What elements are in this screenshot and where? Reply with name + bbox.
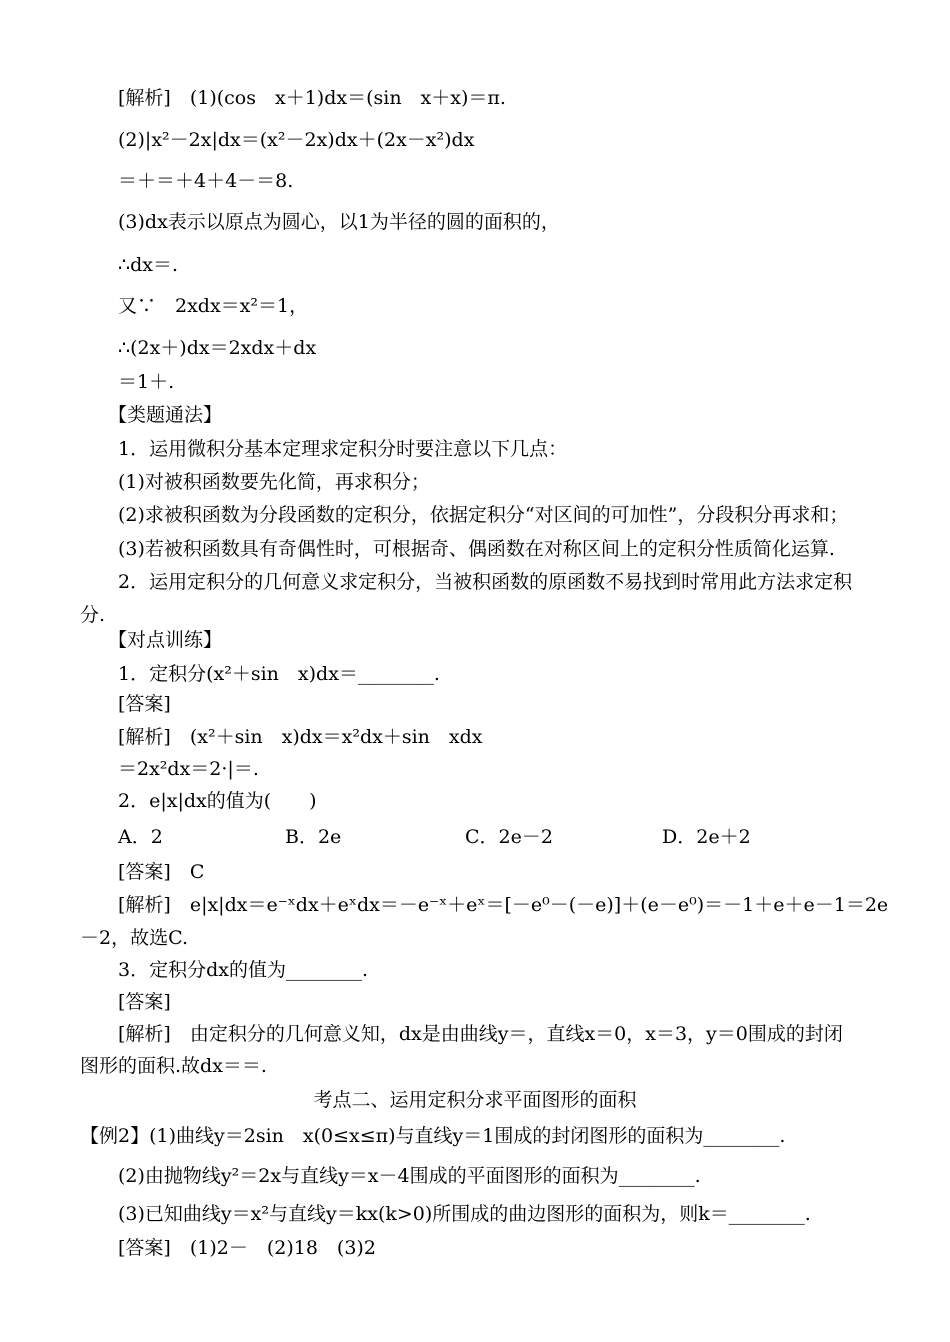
line-7: ∴(2x＋)dx＝2xdx＋dx xyxy=(118,337,317,359)
line-21: 2．e|x|dx的值为( ) xyxy=(118,790,317,812)
answer-label-1: [答案] xyxy=(118,693,171,715)
line-8: ＝1＋. xyxy=(118,371,175,393)
section-title-kao-dian-er: 考点二、运用定积分求平面图形的面积 xyxy=(313,1089,637,1111)
line-10: 1．运用微积分基本定理求定积分时要注意以下几点： xyxy=(118,438,568,460)
line-24: －2，故选C. xyxy=(80,927,188,949)
line-4: (3)dx表示以原点为圆心，以1为半径的圆的面积的， xyxy=(118,211,560,233)
line-2: (2)|x²－2x|dx＝(x²－2x)dx＋(2x－x²)dx xyxy=(118,129,475,151)
example-2-part-1: 【例2】(1)曲线y＝2sin x(0≤x≤π)与直线y＝1围成的封闭图形的面积为________. xyxy=(80,1125,786,1147)
line-19: [解析] (x²＋sin x)dx＝x²dx＋sin xdx xyxy=(118,726,483,748)
line-17: 1．定积分(x²＋sin x)dx＝________. xyxy=(118,663,440,685)
line-5: ∴dx＝. xyxy=(118,254,179,276)
line-12: (2)求被积函数为分段函数的定积分，依据定积分“对区间的可加性”，分段积分再求和； xyxy=(118,504,849,526)
line-15: 分. xyxy=(80,604,106,626)
line-1: [解析] (1)(cos x＋1)dx＝(sin x＋x)＝π. xyxy=(118,87,506,109)
line-25: 3．定积分dx的值为________. xyxy=(118,959,369,981)
option-d: D．2e＋2 xyxy=(662,826,751,848)
option-b: B．2e xyxy=(285,826,342,848)
example-2-part-3: (3)已知曲线y＝x²与直线y＝kx(k>0)所围成的曲边图形的面积为，则k＝________. xyxy=(118,1203,811,1225)
option-a: A．2 xyxy=(118,826,163,848)
line-27: [解析] 由定积分的几何意义知，dx是由曲线y＝，直线x＝0，x＝3，y＝0围成的封闭 xyxy=(118,1023,843,1045)
line-28: 图形的面积.故dx＝＝. xyxy=(80,1055,267,1077)
answer-label-3: [答案] xyxy=(118,991,171,1013)
example-2-answer: [答案] (1)2－ (2)18 (3)2 xyxy=(118,1237,376,1259)
line-11: (1)对被积函数要先化简，再求积分； xyxy=(118,471,430,493)
option-c: C．2e－2 xyxy=(465,826,553,848)
line-14: 2．运用定积分的几何意义求定积分，当被积函数的原函数不易找到时常用此方法求定积 xyxy=(118,571,853,593)
line-20: ＝2x²dx＝2·|＝. xyxy=(118,758,259,780)
answer-label-2: [答案] C xyxy=(118,861,205,883)
section-heading-dui-dian-xun-lian: 【对点训练】 xyxy=(108,629,223,651)
line-3: ＝＋＝＋4＋4－＝8. xyxy=(118,170,294,192)
line-23: [解析] e|x|dx＝e⁻ˣdx＋eˣdx＝－e⁻ˣ＋eˣ＝[－e⁰－(－e)]＋(e－e⁰)＝－1＋e＋e－1＝2e xyxy=(118,894,889,916)
example-2-part-2: (2)由抛物线y²＝2x与直线y＝x－4围成的平面图形的面积为________. xyxy=(118,1165,701,1187)
section-heading-lei-ti-tong-fa: 【类题通法】 xyxy=(108,404,223,426)
line-6: 又∵ 2xdx＝x²＝1， xyxy=(118,295,309,317)
line-13: (3)若被积函数具有奇偶性时，可根据奇、偶函数在对称区间上的定积分性质简化运算. xyxy=(118,538,835,560)
